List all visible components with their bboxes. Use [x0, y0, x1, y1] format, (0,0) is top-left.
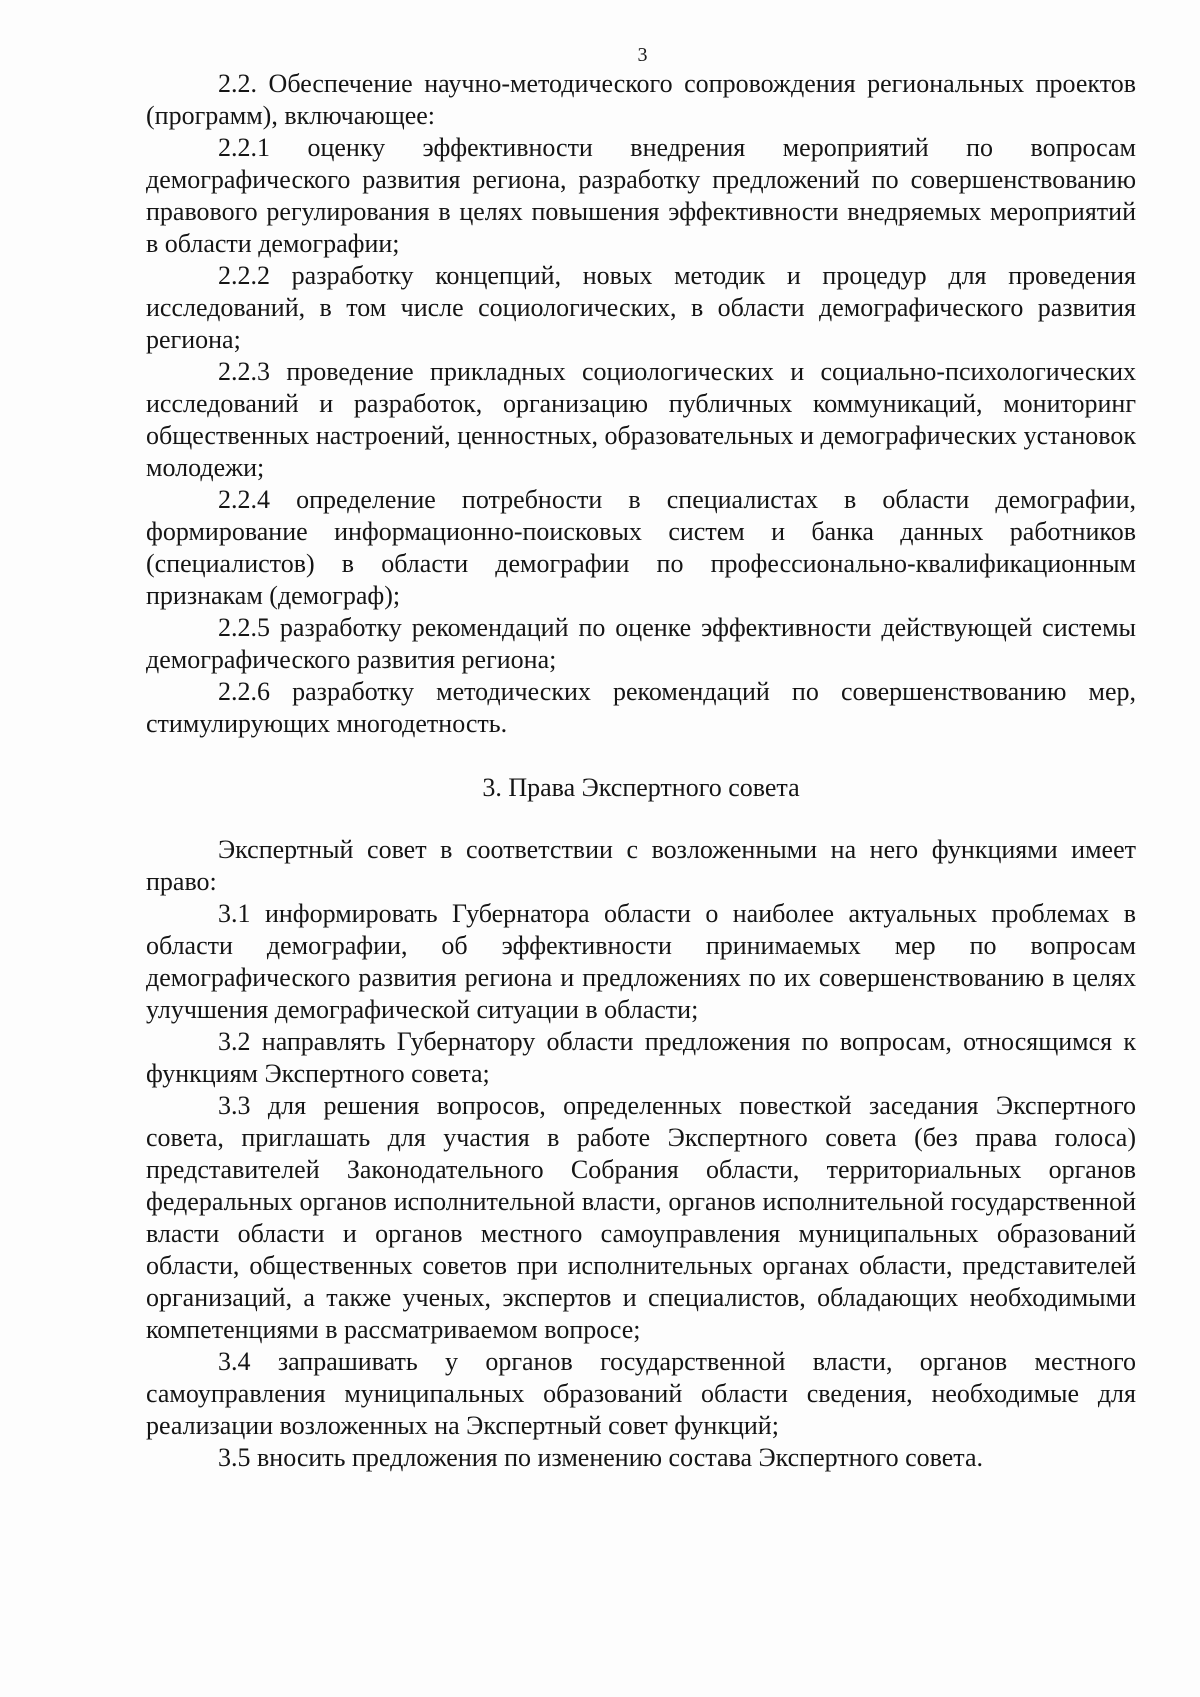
paragraph-2-2-6: 2.2.6 разработку методических рекомендаций по совершенствованию мер, стимулирующих многодетность. — [146, 677, 1136, 738]
paragraph-2-2-1: 2.2.1 оценку эффективности внедрения мероприятий по вопросам демографического развития региона, разработку предложений по совершенствованию правового регулирования в целях повышения эффективности внедряемых мероприятий в области демографии; — [146, 133, 1136, 258]
paragraph-3-3: 3.3 для решения вопросов, определенных повесткой заседания Экспертного совета, приглашать для участия в работе Экспертного совета (без права голоса) представителей Законодательного Собрания области, территориальных органов федеральных органов исполнительной власти, органов исполнительной государственной власти области и органов местного самоуправления муниципальных образований области, общественных советов при исполнительных органах области, представителей организаций, а также ученых, экспертов и специалистов, обладающих необходимыми компетенциями в рассматриваемом вопросе; — [146, 1091, 1136, 1344]
paragraph-3-2: 3.2 направлять Губернатору области предложения по вопросам, относящимся к функциям Экспертного совета; — [146, 1027, 1136, 1088]
paragraph-3-4: 3.4 запрашивать у органов государственной власти, органов местного самоуправления муниципальных образований области сведения, необходимые для реализации возложенных на Экспертный совет функций; — [146, 1347, 1136, 1440]
page-number: 3 — [637, 44, 648, 66]
paragraph-2-2: 2.2. Обеспечение научно-методического сопровождения региональных проектов (программ), включающее: — [146, 69, 1136, 130]
paragraph-3-1: 3.1 информировать Губернатора области о наиболее актуальных проблемах в области демографии, об эффективности принимаемых мер по вопросам демографического развития региона и предложениях по их совершенствованию в целях улучшения демографической ситуации в области; — [146, 899, 1136, 1024]
section-3-title: 3. Права Экспертного совета — [482, 773, 800, 802]
paragraph-2-2-3: 2.2.3 проведение прикладных социологических и социально-психологических исследований и разработок, организацию публичных коммуникаций, мониторинг общественных настроений, ценностных, образовательных и демографических установок молодежи; — [146, 357, 1136, 482]
paragraph-3-intro: Экспертный совет в соответствии с возложенными на него функциями имеет право: — [146, 835, 1136, 896]
document-body — [146, 68, 1136, 1474]
paragraph-3-5: 3.5 вносить предложения по изменению состава Экспертного совета. — [218, 1443, 983, 1472]
paragraph-2-2-5: 2.2.5 разработку рекомендаций по оценке эффективности действующей системы демографического развития региона; — [146, 613, 1136, 674]
paragraph-2-2-4: 2.2.4 определение потребности в специалистах в области демографии, формирование информационно-поисковых систем и банка данных работников (специалистов) в области демографии по профессионально-квалификационным признакам (демограф); — [146, 485, 1136, 610]
paragraph-2-2-2: 2.2.2 разработку концепций, новых методик и процедур для проведения исследований, в том числе социологических, в области демографического развития региона; — [146, 261, 1136, 354]
